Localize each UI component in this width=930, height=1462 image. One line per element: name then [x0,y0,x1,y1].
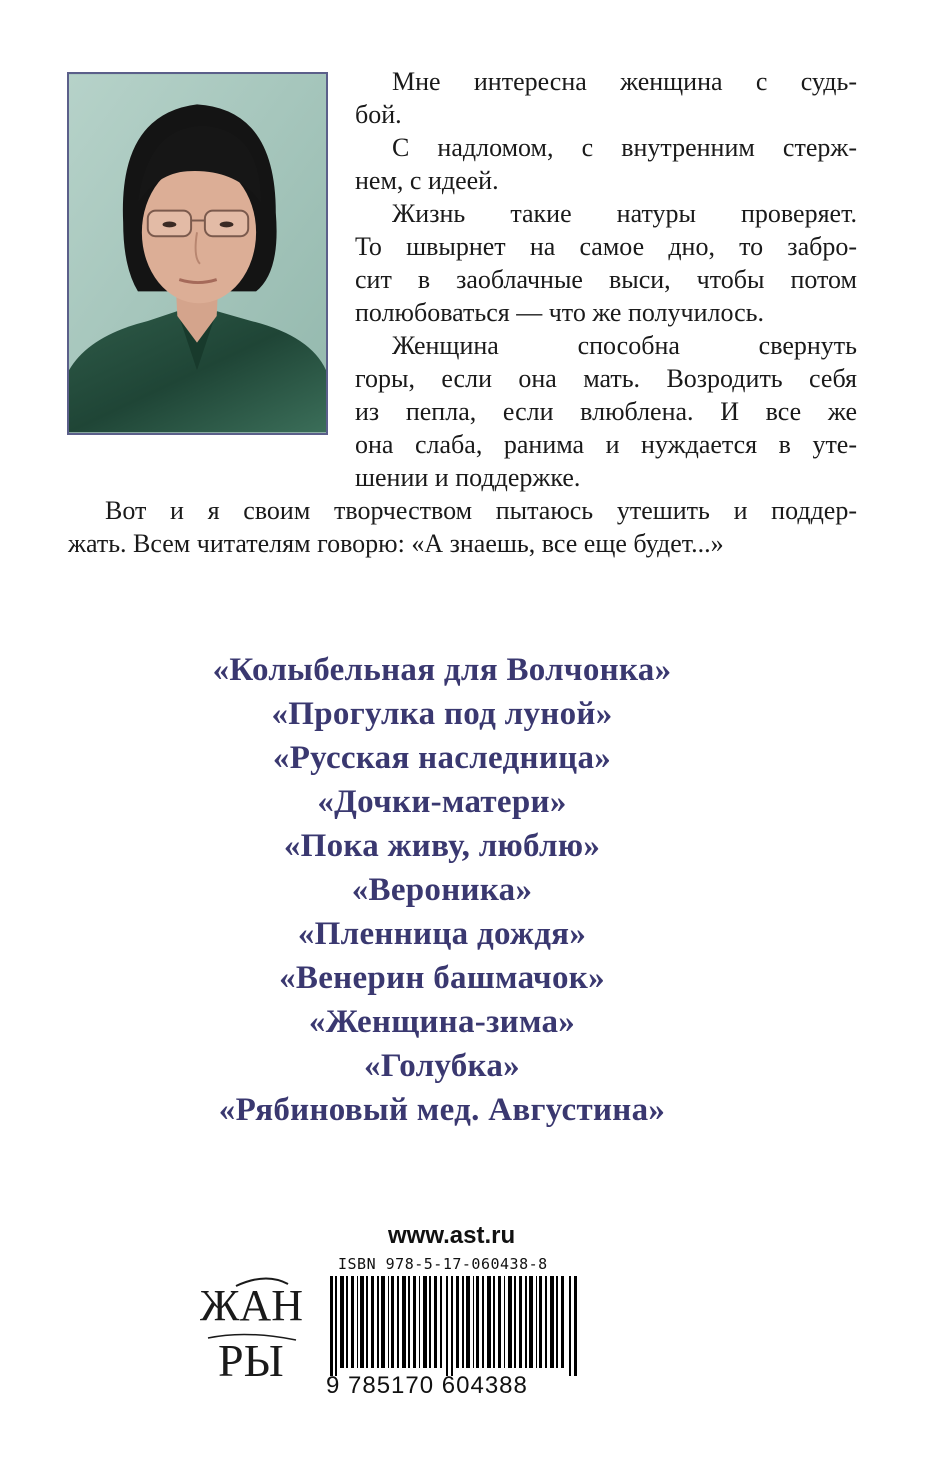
author-portrait-icon [69,74,326,433]
logo-text-top: ЖАН [200,1281,303,1330]
bio-line: шении и поддержке. [355,463,581,492]
book-titles-list [0,648,884,1132]
book-title: «Пленница дождя» [297,916,587,952]
book-title: «Русская наследница» [272,740,612,776]
bio-line: Вот и я своим творчеством пытаюсь утешить и поддер- [105,496,857,525]
isbn-text: ISBN 978-5-17-060438-8 [338,1255,548,1273]
bio-line: из пепла, если влюблена. И все же [355,397,857,426]
bio-line: Жизнь такие натуры проверяет. [392,199,857,228]
publisher-website: www.ast.ru [388,1222,516,1249]
book-title: «Венерин башмачок» [279,960,605,996]
bio-line: нем, с идеей. [355,166,499,195]
book-title: «Пока живу, люблю» [283,828,601,864]
book-title: «Рябиновый мед. Августина» [218,1092,666,1128]
zhanry-series-logo [196,1268,318,1390]
bio-line: Мне интересна женщина с судь- [392,67,857,96]
bio-line: горы, если она мать. Возродить себя [355,364,857,393]
book-title: «Прогулка под луной» [271,696,613,732]
book-title: «Голубка» [364,1048,520,1084]
bio-line: полюбоваться — что же получилось. [355,298,765,327]
bio-line: жать. Всем читателям говорю: «А знаешь, все еще будет...» [68,529,724,558]
book-title: «Колыбельная для Волчонка» [212,652,672,688]
book-title: «Дочки-матери» [317,784,567,820]
bio-line: Женщина способна свернуть [392,331,857,360]
bio-line: она слаба, ранима и нуждается в уте- [355,430,857,459]
book-title: «Женщина-зима» [308,1004,576,1040]
bio-line: С надломом, с внутренним стерж- [392,133,857,162]
logo-text-bottom: РЫ [218,1335,284,1386]
barcode-icon [330,1276,580,1376]
author-photo [67,72,328,435]
bio-line: То швырнет на самое дно, то забро- [355,232,857,261]
bio-line: сит в заоблачные выси, чтобы потом [355,265,857,294]
barcode-digits: 9 785170 604388 [326,1372,528,1399]
bio-line: бой. [355,100,402,129]
book-title: «Вероника» [351,872,533,908]
